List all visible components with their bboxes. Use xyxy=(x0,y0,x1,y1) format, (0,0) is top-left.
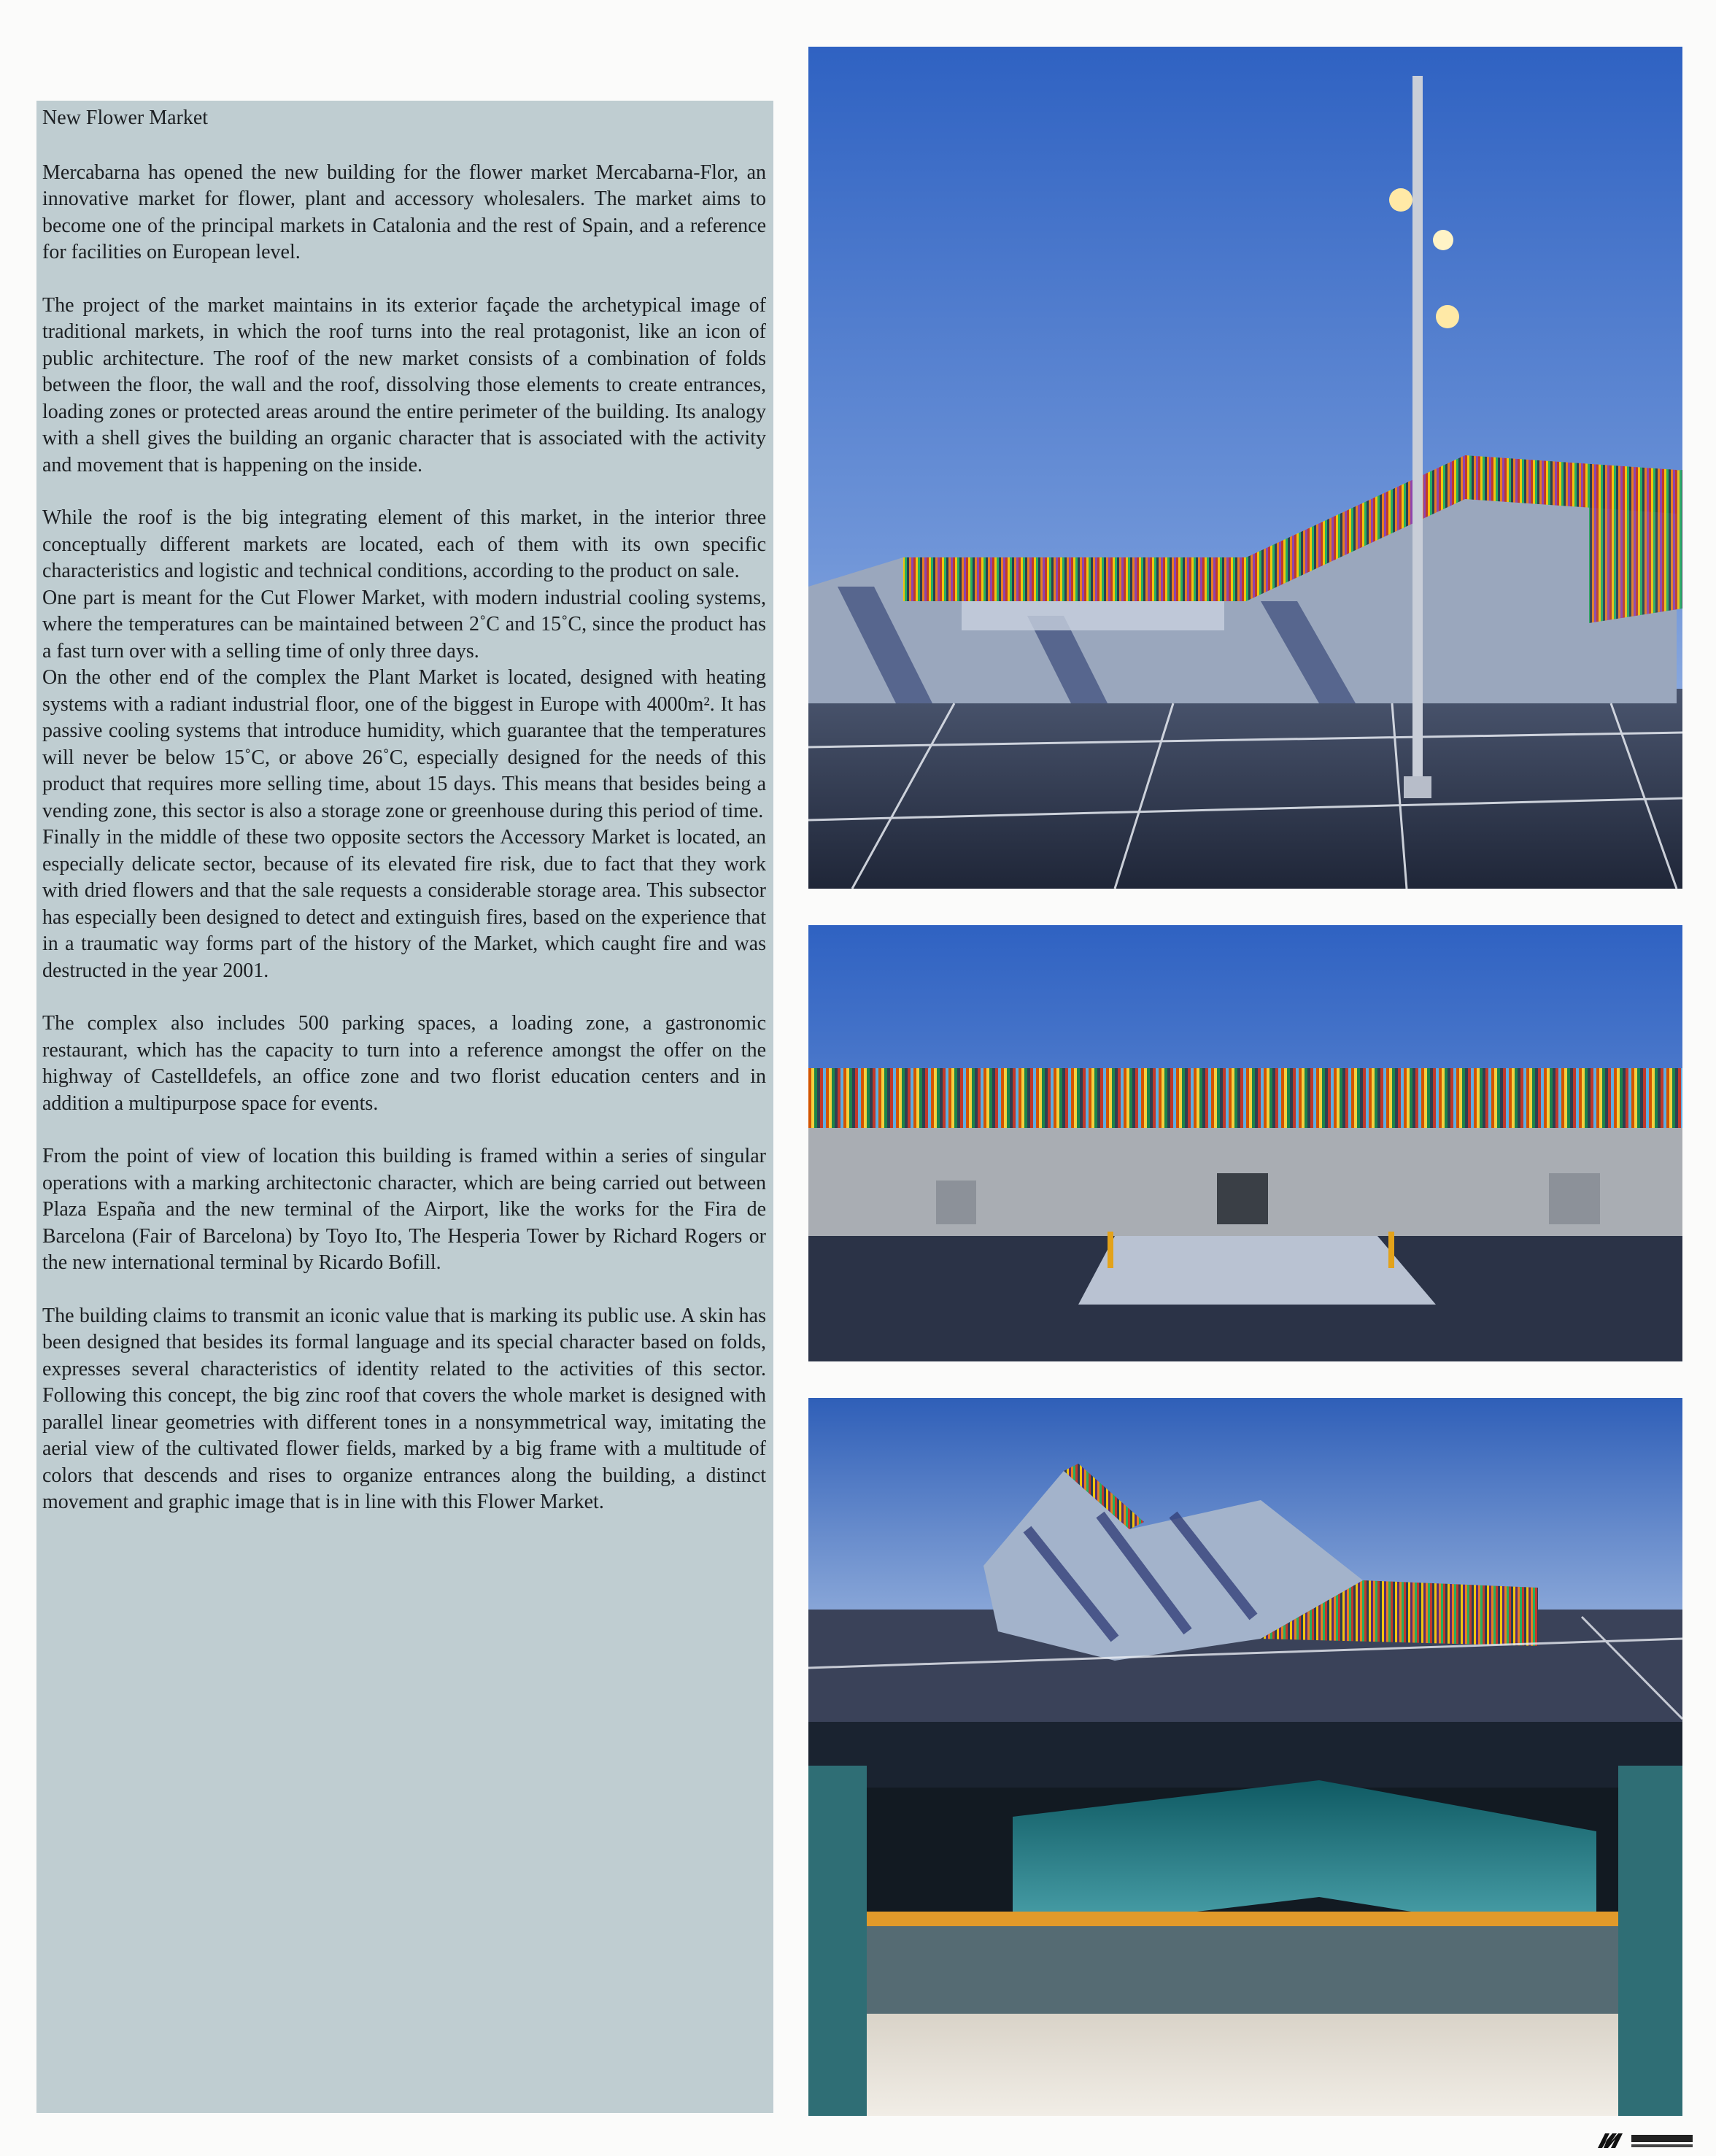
photo-facade-entrance xyxy=(808,925,1682,1361)
photo-interior-market-hall xyxy=(808,1722,1682,2116)
article-text-panel xyxy=(36,101,773,2113)
photo-exterior-parking-lamp xyxy=(808,47,1682,889)
paragraph-plant-market: On the other end of the complex the Plant Market is located, designed with heating systems with a radiant industrial floor, one of the biggest in Europe with 4000m². It has passive cooling systems that introduce humidity, which guarantee that the temperatures will never be below 15˚C, or above 26˚C, especially designed for the needs of this product that requires more selling time, about 15 days. This means that besides being a vending zone, this sector is also a storage zone or greenhouse during this period of time. xyxy=(42,666,766,822)
paragraph-project: The project of the market maintains in its exterior façade the archetypical image of traditional markets, in which the roof turns into the real protagonist, like an icon of public architecture. The roof of the new market consists of a combination of folds between the floor, the wall and the roof, dissolving those elements to create entrances, loading zones or protected areas around the entire perimeter of the building. Its analogy with a shell gives the building an organic character that is associated with the activity and movement that is happening on the inside. xyxy=(42,293,766,476)
paragraph-accessory-market: Finally in the middle of these two opposite sectors the Accessory Market is located, an especially delicate sector, because of its elevated fire risk, due to fact that they work with dried flowers and that the sale requests a considerable storage area. This subsector has especially been designed to detect and extinguish fires, based on the experience that in a traumatic way forms part of the history of the Market, which caught fire and was destructed in the year 2001. xyxy=(42,826,766,982)
paragraph-intro: Mercabarna has opened the new building for the flower market Mercabarna-Flor, an innovative market for flower, plant and accessory wholesalers. The market aims to become one of the principal markets in Catalonia and the rest of Spain, and a reference for facilities on European level. xyxy=(42,161,766,263)
article-title: New Flower Market xyxy=(42,107,209,129)
paragraph-iconic-value: The building claims to transmit an iconic value that is marking its public use. A skin has been designed that besides its formal language and its special character based on folds, expresses several characteristics of identity related to the activities of this sector. Following this concept, the big zinc roof that covers the whole market is designed with parallel linear geometries with different tones in a nonsymmetrical way, imitating the aerial view of the cultivated flower fields, marked by a big frame with a multitude of colors that descends and rises to organize entrances along the building, a distinct movement and graphic image that is in line with this Flower Market. xyxy=(42,1304,766,1513)
paragraph-location: From the point of view of location this building is framed within a series of singular operations with a marking architectonic character, which are being carried out between Plaza España and the new terminal of the Airport, like the works for the Fira de Barcelona (Fair of Barcelona) by Toyo Ito, The Hesperia Tower by Richard Rogers or the new international terminal by Ricardo Bofill. xyxy=(42,1145,766,1274)
paragraph-cut-flower: One part is meant for the Cut Flower Market, with modern industrial cooling systems, where the temperatures can be maintained between 2˚C and 15˚C, since the product has a fast turn over with a selling time of only three days. xyxy=(42,586,766,662)
paragraph-roof: While the roof is the big integrating element of this market, in the interior three conceptually different markets are located, each of them with its own specific characteristics and logistic and technical conditions, according to the product on sale. xyxy=(42,506,766,582)
paragraph-complex: The complex also includes 500 parking spaces, a loading zone, a gastronomic restaurant, which has the capacity to turn into a reference amongst the offer on the highway of Castelldefels, an office zone and two florist education centers and in addition a multipurpose space for events. xyxy=(42,1012,766,1115)
publisher-logo-icon xyxy=(1595,2129,1697,2151)
photo-exterior-folded-roof xyxy=(808,1398,1682,1723)
